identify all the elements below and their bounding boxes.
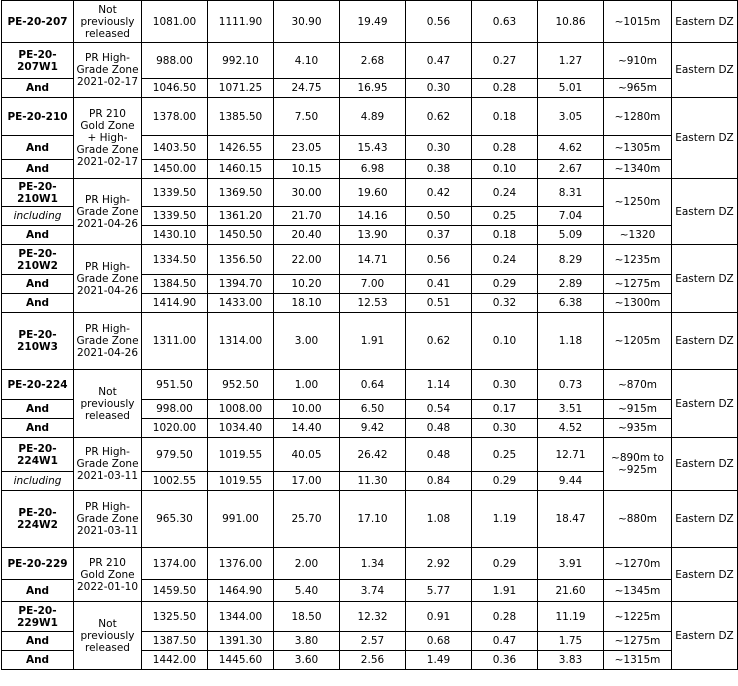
- grade-cell: 0.56: [406, 245, 472, 275]
- release-note-cell: PR High-Grade Zone 2021-04-26: [74, 179, 142, 245]
- true-width-cell: 13.90: [340, 226, 406, 245]
- grade-cell: 0.48: [406, 419, 472, 438]
- grade-cell: 3.51: [538, 400, 604, 419]
- grade-cell: 0.54: [406, 400, 472, 419]
- hole-id-cell: And: [2, 419, 74, 438]
- grade-cell: 0.47: [406, 43, 472, 79]
- length-cell: 25.70: [274, 491, 340, 548]
- to-cell: 1460.15: [208, 160, 274, 179]
- true-width-cell: 0.64: [340, 370, 406, 400]
- grade-cell: 0.30: [406, 136, 472, 160]
- grade-cell: 0.62: [406, 98, 472, 136]
- hole-id-cell: PE-20-224W2: [2, 491, 74, 548]
- grade-cell: 11.19: [538, 602, 604, 632]
- length-cell: 10.20: [274, 275, 340, 294]
- grade-cell: 0.51: [406, 294, 472, 313]
- grade-cell: 0.30: [472, 370, 538, 400]
- release-note-cell: PR High-Grade Zone 2021-03-11: [74, 438, 142, 491]
- hole-id-cell: And: [2, 400, 74, 419]
- length-cell: 18.50: [274, 602, 340, 632]
- to-cell: 1433.00: [208, 294, 274, 313]
- release-note-cell: PR 210 Gold Zone + High-Grade Zone 2021-02-17: [74, 98, 142, 179]
- depth-cell: ~1340m: [604, 160, 672, 179]
- grade-cell: 0.37: [406, 226, 472, 245]
- grade-cell: 8.29: [538, 245, 604, 275]
- hole-id-cell: PE-20-210W3: [2, 313, 74, 370]
- zone-cell: Eastern DZ: [672, 370, 738, 438]
- grade-cell: 0.30: [472, 419, 538, 438]
- depth-cell: ~1305m: [604, 136, 672, 160]
- true-width-cell: 2.56: [340, 651, 406, 670]
- to-cell: 952.50: [208, 370, 274, 400]
- from-cell: 1387.50: [142, 632, 208, 651]
- grade-cell: 1.91: [472, 580, 538, 602]
- to-cell: 1464.90: [208, 580, 274, 602]
- grade-cell: 3.83: [538, 651, 604, 670]
- to-cell: 1071.25: [208, 79, 274, 98]
- depth-cell: ~1320: [604, 226, 672, 245]
- zone-cell: Eastern DZ: [672, 602, 738, 670]
- grade-cell: 0.38: [406, 160, 472, 179]
- grade-cell: 0.18: [472, 226, 538, 245]
- true-width-cell: 7.00: [340, 275, 406, 294]
- depth-cell: ~1225m: [604, 602, 672, 632]
- release-note-cell: PR High-Grade Zone 2021-02-17: [74, 43, 142, 98]
- grade-cell: 21.60: [538, 580, 604, 602]
- true-width-cell: 12.53: [340, 294, 406, 313]
- grade-cell: 0.48: [406, 438, 472, 472]
- to-cell: 1394.70: [208, 275, 274, 294]
- from-cell: 1339.50: [142, 179, 208, 207]
- length-cell: 17.00: [274, 472, 340, 491]
- from-cell: 1046.50: [142, 79, 208, 98]
- grade-cell: 0.29: [472, 275, 538, 294]
- grade-cell: 6.38: [538, 294, 604, 313]
- to-cell: 1426.55: [208, 136, 274, 160]
- depth-cell: ~1270m: [604, 548, 672, 580]
- from-cell: 1325.50: [142, 602, 208, 632]
- table-row: [2, 370, 738, 400]
- grade-cell: 0.28: [472, 79, 538, 98]
- grade-cell: 0.18: [472, 98, 538, 136]
- to-cell: 1034.40: [208, 419, 274, 438]
- grade-cell: 4.52: [538, 419, 604, 438]
- grade-cell: 0.24: [472, 179, 538, 207]
- from-cell: 1374.00: [142, 548, 208, 580]
- true-width-cell: 19.60: [340, 179, 406, 207]
- grade-cell: 0.63: [472, 1, 538, 43]
- hole-id-cell: PE-20-210: [2, 98, 74, 136]
- hole-id-cell: And: [2, 226, 74, 245]
- true-width-cell: 14.16: [340, 207, 406, 226]
- true-width-cell: 1.91: [340, 313, 406, 370]
- hole-id-cell: PE-20-229: [2, 548, 74, 580]
- to-cell: 1314.00: [208, 313, 274, 370]
- from-cell: 1384.50: [142, 275, 208, 294]
- grade-cell: 0.10: [472, 313, 538, 370]
- grade-cell: 7.04: [538, 207, 604, 226]
- table-row: [2, 313, 738, 370]
- grade-cell: 0.42: [406, 179, 472, 207]
- from-cell: 1442.00: [142, 651, 208, 670]
- grade-cell: 0.24: [472, 245, 538, 275]
- grade-cell: 0.73: [538, 370, 604, 400]
- length-cell: 22.00: [274, 245, 340, 275]
- to-cell: 1019.55: [208, 472, 274, 491]
- from-cell: 1378.00: [142, 98, 208, 136]
- grade-cell: 0.17: [472, 400, 538, 419]
- depth-cell: ~1250m: [604, 179, 672, 226]
- zone-cell: Eastern DZ: [672, 313, 738, 370]
- table-row: [2, 1, 738, 43]
- length-cell: 10.00: [274, 400, 340, 419]
- from-cell: 1020.00: [142, 419, 208, 438]
- to-cell: 1450.50: [208, 226, 274, 245]
- hole-id-cell: PE-20-210W2: [2, 245, 74, 275]
- grade-cell: 0.27: [472, 43, 538, 79]
- depth-cell: ~1015m: [604, 1, 672, 43]
- from-cell: 979.50: [142, 438, 208, 472]
- length-cell: 14.40: [274, 419, 340, 438]
- depth-cell: ~935m: [604, 419, 672, 438]
- grade-cell: 0.91: [406, 602, 472, 632]
- grade-cell: 5.77: [406, 580, 472, 602]
- true-width-cell: 12.32: [340, 602, 406, 632]
- grade-cell: 0.47: [472, 632, 538, 651]
- to-cell: 992.10: [208, 43, 274, 79]
- true-width-cell: 2.57: [340, 632, 406, 651]
- hole-id-cell: PE-20-210W1: [2, 179, 74, 207]
- drill-results-table: [1, 0, 738, 670]
- depth-cell: ~1235m: [604, 245, 672, 275]
- true-width-cell: 17.10: [340, 491, 406, 548]
- zone-cell: Eastern DZ: [672, 43, 738, 98]
- depth-cell: ~870m: [604, 370, 672, 400]
- length-cell: 4.10: [274, 43, 340, 79]
- table-row: [2, 98, 738, 136]
- grade-cell: 1.49: [406, 651, 472, 670]
- grade-cell: 0.28: [472, 602, 538, 632]
- true-width-cell: 3.74: [340, 580, 406, 602]
- from-cell: 1081.00: [142, 1, 208, 43]
- true-width-cell: 26.42: [340, 438, 406, 472]
- length-cell: 2.00: [274, 548, 340, 580]
- length-cell: 30.00: [274, 179, 340, 207]
- grade-cell: 12.71: [538, 438, 604, 472]
- table-row: [2, 43, 738, 79]
- grade-cell: 8.31: [538, 179, 604, 207]
- length-cell: 7.50: [274, 98, 340, 136]
- length-cell: 10.15: [274, 160, 340, 179]
- grade-cell: 0.56: [406, 1, 472, 43]
- release-note-cell: PR High-Grade Zone 2021-03-11: [74, 491, 142, 548]
- table-row: [2, 179, 738, 207]
- true-width-cell: 15.43: [340, 136, 406, 160]
- table-row: [2, 602, 738, 632]
- from-cell: 1414.90: [142, 294, 208, 313]
- release-note-cell: Not previously released: [74, 370, 142, 438]
- to-cell: 1356.50: [208, 245, 274, 275]
- grade-cell: 0.25: [472, 207, 538, 226]
- to-cell: 1391.30: [208, 632, 274, 651]
- grade-cell: 2.67: [538, 160, 604, 179]
- release-note-cell: Not previously released: [74, 1, 142, 43]
- grade-cell: 1.18: [538, 313, 604, 370]
- from-cell: 1459.50: [142, 580, 208, 602]
- true-width-cell: 6.50: [340, 400, 406, 419]
- hole-id-cell: PE-20-207W1: [2, 43, 74, 79]
- to-cell: 1019.55: [208, 438, 274, 472]
- to-cell: 1344.00: [208, 602, 274, 632]
- length-cell: 40.05: [274, 438, 340, 472]
- hole-id-cell: PE-20-224W1: [2, 438, 74, 472]
- depth-cell: ~965m: [604, 79, 672, 98]
- hole-id-cell: And: [2, 632, 74, 651]
- hole-id-cell: And: [2, 294, 74, 313]
- grade-cell: 0.25: [472, 438, 538, 472]
- length-cell: 1.00: [274, 370, 340, 400]
- length-cell: 20.40: [274, 226, 340, 245]
- hole-id-cell: And: [2, 136, 74, 160]
- depth-cell: ~890m to ~925m: [604, 438, 672, 491]
- to-cell: 1445.60: [208, 651, 274, 670]
- grade-cell: 1.19: [472, 491, 538, 548]
- from-cell: 1334.50: [142, 245, 208, 275]
- from-cell: 1403.50: [142, 136, 208, 160]
- length-cell: 23.05: [274, 136, 340, 160]
- from-cell: 998.00: [142, 400, 208, 419]
- hole-id-cell: PE-20-224: [2, 370, 74, 400]
- grade-cell: 0.29: [472, 548, 538, 580]
- length-cell: 3.60: [274, 651, 340, 670]
- true-width-cell: 19.49: [340, 1, 406, 43]
- to-cell: 1008.00: [208, 400, 274, 419]
- depth-cell: ~910m: [604, 43, 672, 79]
- depth-cell: ~1275m: [604, 275, 672, 294]
- zone-cell: Eastern DZ: [672, 179, 738, 245]
- length-cell: 18.10: [274, 294, 340, 313]
- length-cell: 24.75: [274, 79, 340, 98]
- grade-cell: 2.89: [538, 275, 604, 294]
- length-cell: 30.90: [274, 1, 340, 43]
- zone-cell: Eastern DZ: [672, 245, 738, 313]
- depth-cell: ~1280m: [604, 98, 672, 136]
- grade-cell: 1.08: [406, 491, 472, 548]
- length-cell: 3.00: [274, 313, 340, 370]
- to-cell: 1376.00: [208, 548, 274, 580]
- grade-cell: 0.30: [406, 79, 472, 98]
- table-row: [2, 548, 738, 580]
- grade-cell: 5.01: [538, 79, 604, 98]
- hole-id-cell: And: [2, 275, 74, 294]
- grade-cell: 1.27: [538, 43, 604, 79]
- grade-cell: 1.14: [406, 370, 472, 400]
- zone-cell: Eastern DZ: [672, 548, 738, 602]
- hole-id-cell: PE-20-207: [2, 1, 74, 43]
- true-width-cell: 1.34: [340, 548, 406, 580]
- grade-cell: 0.62: [406, 313, 472, 370]
- grade-cell: 0.29: [472, 472, 538, 491]
- table-row: [2, 491, 738, 548]
- hole-id-cell: And: [2, 79, 74, 98]
- true-width-cell: 16.95: [340, 79, 406, 98]
- grade-cell: 0.41: [406, 275, 472, 294]
- from-cell: 1339.50: [142, 207, 208, 226]
- grade-cell: 0.28: [472, 136, 538, 160]
- grade-cell: 5.09: [538, 226, 604, 245]
- from-cell: 988.00: [142, 43, 208, 79]
- length-cell: 5.40: [274, 580, 340, 602]
- grade-cell: 9.44: [538, 472, 604, 491]
- grade-cell: 3.05: [538, 98, 604, 136]
- grade-cell: 0.50: [406, 207, 472, 226]
- grade-cell: 18.47: [538, 491, 604, 548]
- to-cell: 1361.20: [208, 207, 274, 226]
- to-cell: 1369.50: [208, 179, 274, 207]
- length-cell: 21.70: [274, 207, 340, 226]
- depth-cell: ~1205m: [604, 313, 672, 370]
- depth-cell: ~1275m: [604, 632, 672, 651]
- grade-cell: 0.32: [472, 294, 538, 313]
- table-row: [2, 245, 738, 275]
- release-note-cell: PR High-Grade Zone 2021-04-26: [74, 313, 142, 370]
- zone-cell: Eastern DZ: [672, 438, 738, 491]
- from-cell: 965.30: [142, 491, 208, 548]
- grade-cell: 1.75: [538, 632, 604, 651]
- zone-cell: Eastern DZ: [672, 1, 738, 43]
- hole-id-cell: And: [2, 160, 74, 179]
- to-cell: 991.00: [208, 491, 274, 548]
- depth-cell: ~1345m: [604, 580, 672, 602]
- true-width-cell: 9.42: [340, 419, 406, 438]
- grade-cell: 2.92: [406, 548, 472, 580]
- from-cell: 1311.00: [142, 313, 208, 370]
- grade-cell: 0.68: [406, 632, 472, 651]
- grade-cell: 4.62: [538, 136, 604, 160]
- table-row: [2, 438, 738, 472]
- true-width-cell: 2.68: [340, 43, 406, 79]
- grade-cell: 10.86: [538, 1, 604, 43]
- grade-cell: 0.84: [406, 472, 472, 491]
- hole-id-cell: And: [2, 651, 74, 670]
- to-cell: 1111.90: [208, 1, 274, 43]
- release-note-cell: PR High-Grade Zone 2021-04-26: [74, 245, 142, 313]
- true-width-cell: 14.71: [340, 245, 406, 275]
- depth-cell: ~1315m: [604, 651, 672, 670]
- release-note-cell: PR 210 Gold Zone 2022-01-10: [74, 548, 142, 602]
- true-width-cell: 11.30: [340, 472, 406, 491]
- hole-id-cell: including: [2, 207, 74, 226]
- from-cell: 1450.00: [142, 160, 208, 179]
- zone-cell: Eastern DZ: [672, 98, 738, 179]
- release-note-cell: Not previously released: [74, 602, 142, 670]
- depth-cell: ~915m: [604, 400, 672, 419]
- from-cell: 1002.55: [142, 472, 208, 491]
- grade-cell: 0.36: [472, 651, 538, 670]
- from-cell: 951.50: [142, 370, 208, 400]
- zone-cell: Eastern DZ: [672, 491, 738, 548]
- grade-cell: 3.91: [538, 548, 604, 580]
- hole-id-cell: And: [2, 580, 74, 602]
- to-cell: 1385.50: [208, 98, 274, 136]
- hole-id-cell: including: [2, 472, 74, 491]
- hole-id-cell: PE-20-229W1: [2, 602, 74, 632]
- true-width-cell: 6.98: [340, 160, 406, 179]
- from-cell: 1430.10: [142, 226, 208, 245]
- depth-cell: ~880m: [604, 491, 672, 548]
- grade-cell: 0.10: [472, 160, 538, 179]
- depth-cell: ~1300m: [604, 294, 672, 313]
- length-cell: 3.80: [274, 632, 340, 651]
- true-width-cell: 4.89: [340, 98, 406, 136]
